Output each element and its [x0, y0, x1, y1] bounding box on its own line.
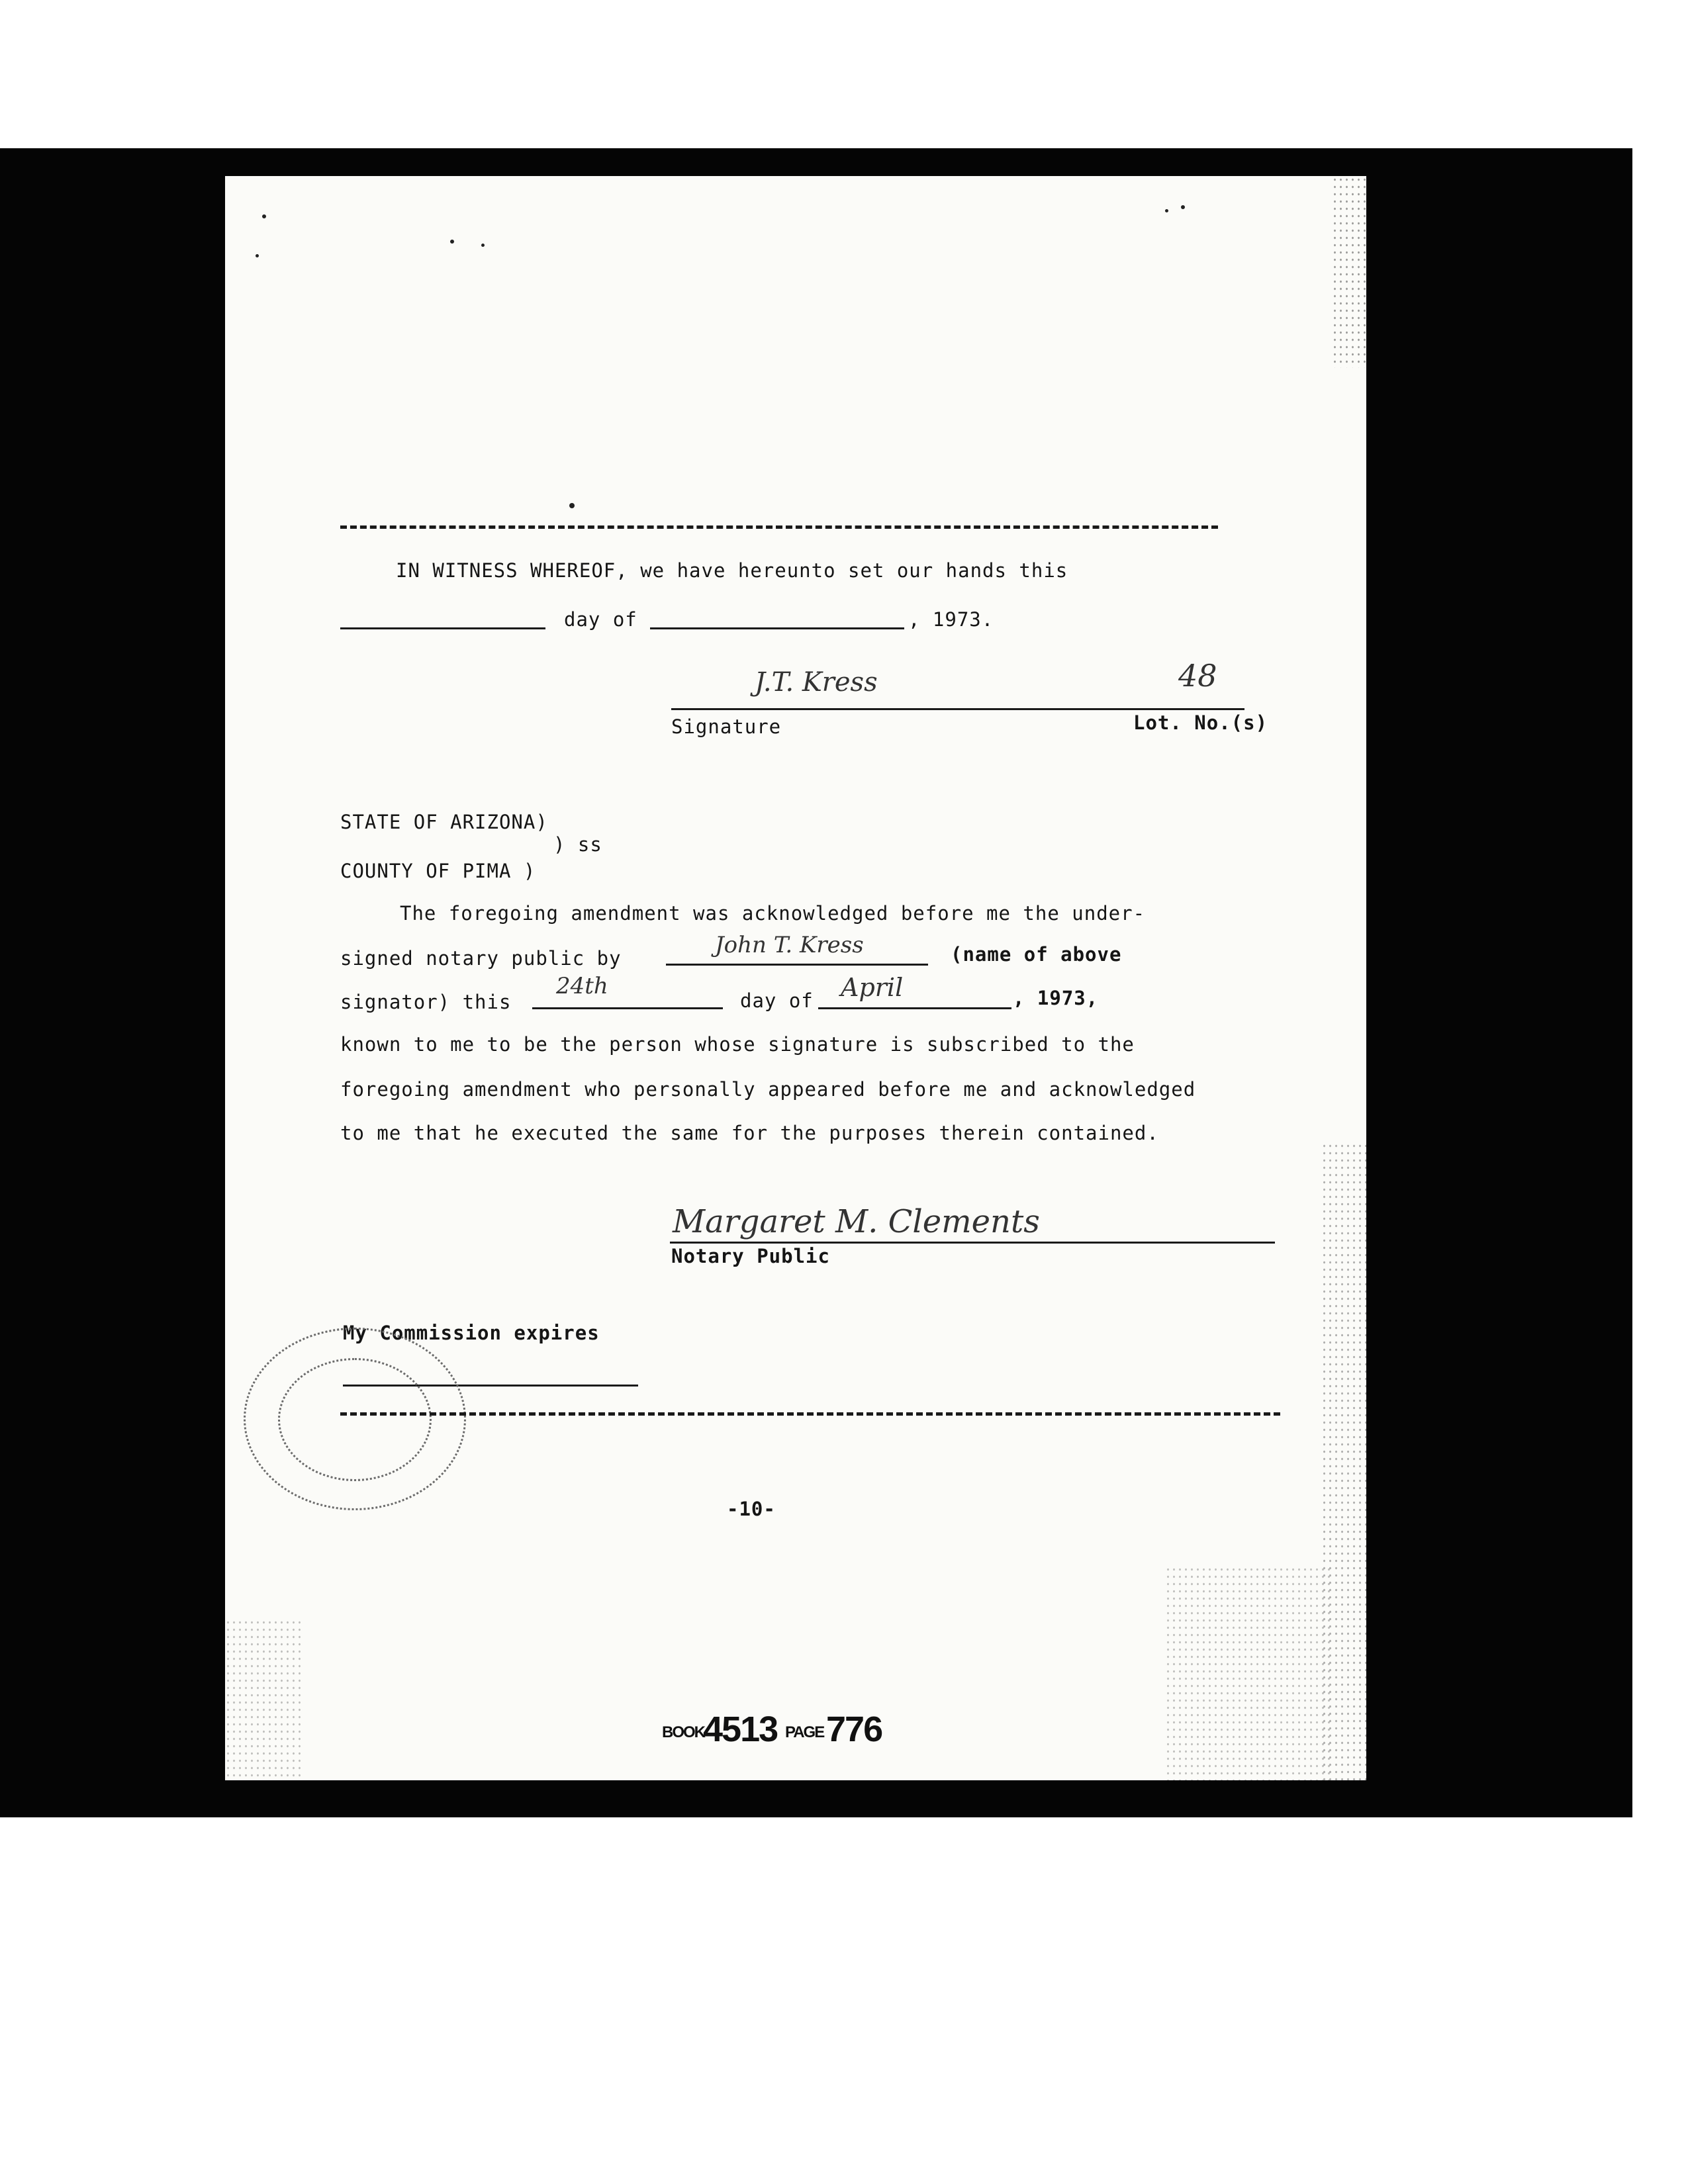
- notary-seal-inner: [278, 1358, 432, 1481]
- speck: [450, 240, 454, 244]
- book-label: BOOK: [662, 1723, 704, 1741]
- ack-line-5: foregoing amendment who personally appeared before me and acknowledged: [340, 1078, 1196, 1101]
- ack-line-4: known to me to be the person whose signature is subscribed to the: [340, 1033, 1135, 1056]
- margin-noise: [1332, 176, 1366, 368]
- bottom-dashed-rule: [340, 1412, 1280, 1416]
- signer-name-blank: [666, 964, 928, 966]
- page-label: PAGE: [785, 1723, 824, 1741]
- ack-line-2-suffix: (name of above: [951, 943, 1122, 966]
- margin-noise: [1165, 1566, 1331, 1780]
- document-page: [225, 176, 1366, 1780]
- speck: [481, 244, 485, 247]
- day-of-label: day of: [564, 608, 637, 631]
- month-blank: [650, 627, 904, 629]
- top-dashed-rule: [340, 525, 1218, 529]
- lot-number-handwritten: 48: [1178, 658, 1217, 694]
- day-handwritten: 24th: [556, 973, 608, 999]
- page-number: -10-: [727, 1498, 776, 1520]
- ack-line-3-mid: day of: [740, 989, 814, 1012]
- owner-signature: J.T. Kress: [755, 667, 878, 698]
- recording-page-number: 776: [826, 1709, 882, 1749]
- ack-line-3-suffix: , 1973,: [1013, 987, 1099, 1009]
- witness-clause: IN WITNESS WHEREOF, we have hereunto set our hands this: [396, 559, 1068, 582]
- signature-line: [671, 708, 1244, 710]
- county-line: COUNTY OF PIMA ): [340, 860, 536, 882]
- day-value-blank: [532, 1007, 723, 1009]
- notary-signature-line: [670, 1242, 1275, 1244]
- notary-signature: Margaret M. Clements: [673, 1203, 1040, 1240]
- speck: [256, 254, 259, 257]
- signature-label: Signature: [671, 715, 782, 738]
- ss-mark: ) ss: [553, 833, 602, 856]
- ack-line-2-prefix: signed notary public by: [340, 947, 622, 970]
- year-suffix: , 1973.: [908, 608, 994, 631]
- ack-line-6: to me that he executed the same for the purposes therein contained.: [340, 1122, 1159, 1144]
- month-handwritten: April: [841, 973, 904, 1002]
- ack-line-1: The foregoing amendment was acknowledged before me the under-: [400, 902, 1146, 925]
- day-blank: [340, 627, 545, 629]
- speck: [569, 503, 575, 508]
- notary-label: Notary Public: [671, 1245, 830, 1267]
- speck: [1165, 209, 1168, 212]
- book-number: 4513: [703, 1709, 778, 1749]
- state-line: STATE OF ARIZONA): [340, 811, 548, 833]
- lot-label: Lot. No.(s): [1133, 711, 1268, 734]
- margin-noise: [225, 1619, 305, 1780]
- speck: [262, 214, 266, 218]
- commission-label: My Commission expires: [343, 1322, 600, 1344]
- ack-line-3-prefix: signator) this: [340, 991, 512, 1013]
- signer-name-handwritten: John T. Kress: [715, 932, 864, 958]
- month-value-blank: [818, 1007, 1011, 1009]
- speck: [1181, 205, 1185, 209]
